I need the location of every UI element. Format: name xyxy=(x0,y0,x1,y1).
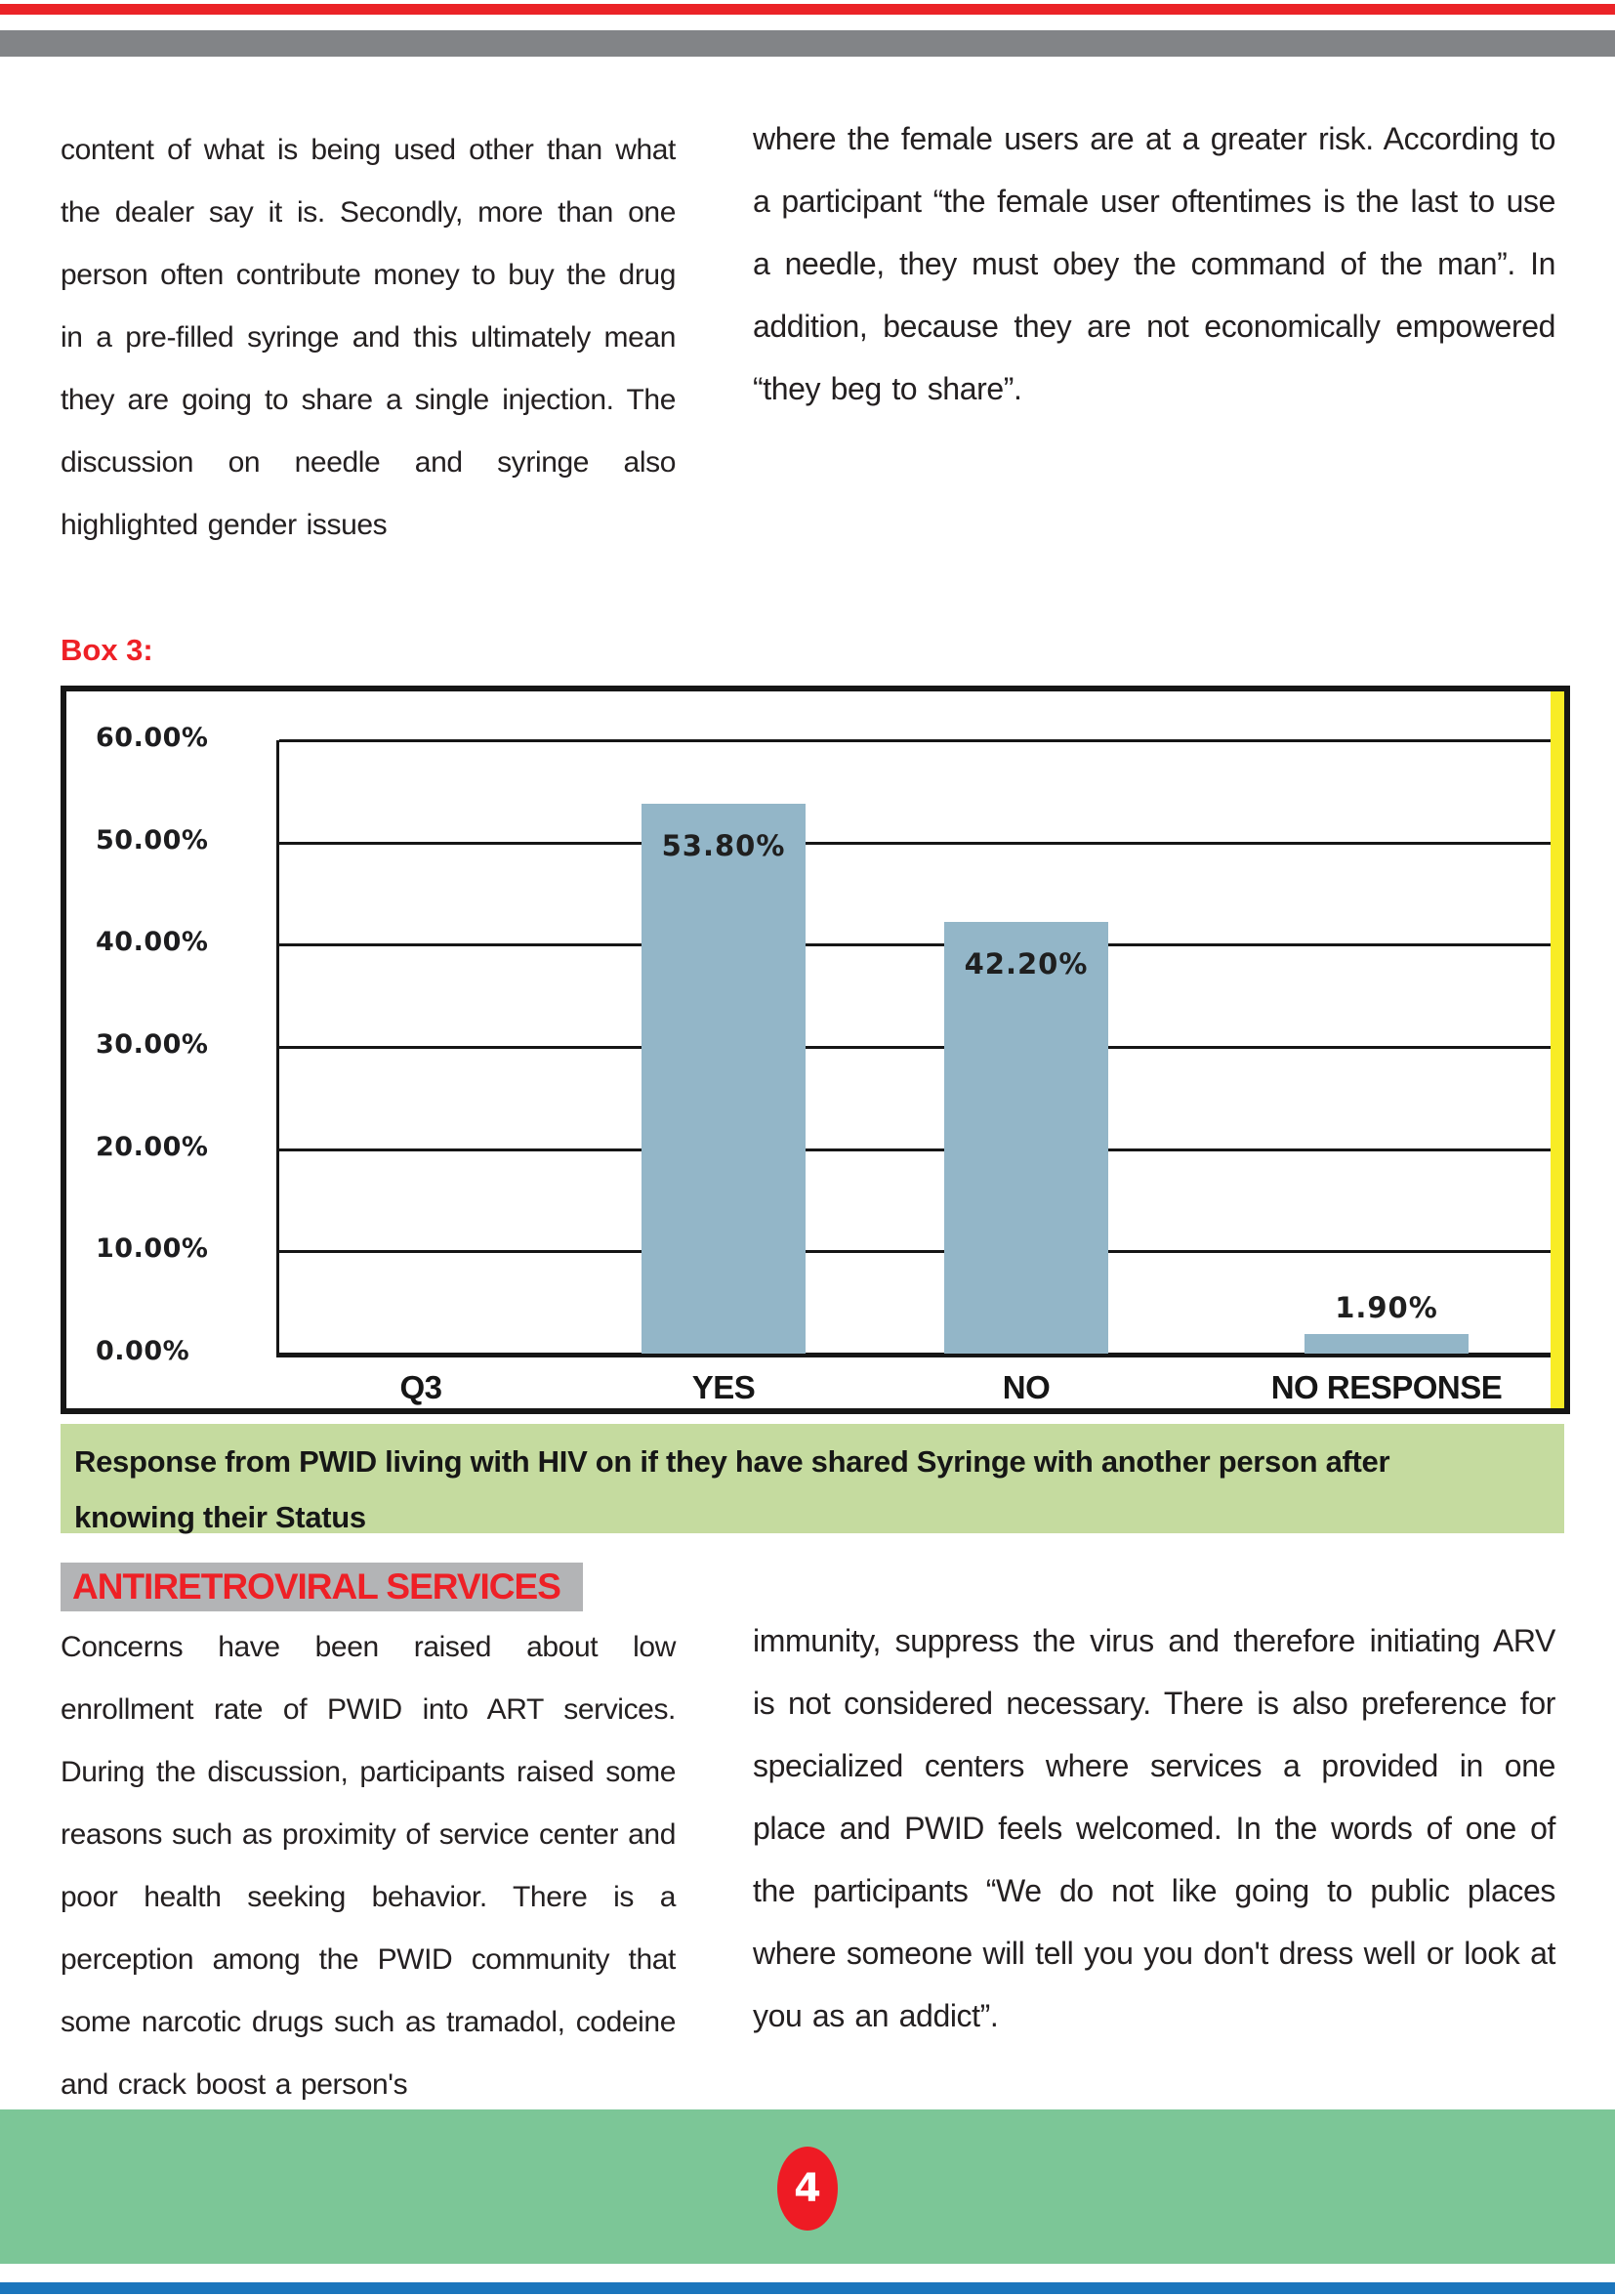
bar-no xyxy=(944,922,1108,1354)
page-number-badge: 4 xyxy=(777,2147,838,2231)
bottom-blue-rule xyxy=(0,2282,1615,2294)
chart-plot-area xyxy=(276,740,1558,1357)
y-axis-tick-label: 0.00% xyxy=(96,1336,190,1366)
y-axis-tick-label: 10.00% xyxy=(96,1233,209,1265)
bar-value-label: 53.80% xyxy=(661,828,786,862)
chart-gridline xyxy=(279,739,1558,742)
chart-gridline xyxy=(279,943,1558,946)
bar-yes xyxy=(642,804,806,1354)
box3-label: Box 3: xyxy=(61,633,153,667)
y-axis-tick-label: 50.00% xyxy=(96,824,209,856)
bar-chart xyxy=(66,691,1564,1408)
chart-caption-text: Response from PWID living with HIV on if they have shared Syringe with another person after knowing their Status xyxy=(74,1444,1390,1534)
chart-gridline xyxy=(279,842,1558,845)
chart-gridline xyxy=(279,1250,1558,1253)
section-heading-antiretroviral-services: ANTIRETROVIRAL SERVICES xyxy=(61,1563,583,1611)
y-axis-tick-label: 40.00% xyxy=(96,927,209,958)
bar-value-label: 42.20% xyxy=(964,947,1089,981)
bar-no-response xyxy=(1304,1334,1469,1354)
body-paragraph-upper-left: content of what is being used other than what the dealer say it is. Secondly, more than one person often contribute money to buy the drug in a pre-filled syringe and this ultimately mean they are going to share a single injection. The discussion on needle and syringe also highlighted gender issues xyxy=(61,134,676,541)
y-axis-tick-label: 30.00% xyxy=(96,1029,209,1060)
y-axis-tick-label: 60.00% xyxy=(96,723,209,753)
bar-chart-frame xyxy=(61,686,1570,1414)
y-axis-tick-label: 20.00% xyxy=(96,1131,209,1162)
x-axis-category-label: NO RESPONSE xyxy=(1270,1369,1503,1405)
x-axis-category-label: YES xyxy=(691,1369,756,1405)
x-axis-category-label: Q3 xyxy=(399,1369,442,1405)
body-paragraph-lower-left: Concerns have been raised about low enrollment rate of PWID into ART services. During the discussion, participants raised some reasons such as proximity of service center and poor health seeking behavior. There is a perception among the PWID community that some narcotic drugs such as tramadol, codeine and crack boost a person's xyxy=(61,1631,676,2101)
body-paragraph-upper-right: where the female users are at a greater risk. According to a participant “the female user oftentimes is the last to use a needle, they must obey the command of the man”. In addition, because they are not economically empowered “they beg to share”. xyxy=(753,121,1555,406)
top-red-rule xyxy=(0,4,1615,15)
bar-value-label: 1.90% xyxy=(1335,1291,1438,1325)
chart-yellow-strip xyxy=(1551,691,1564,1408)
chart-caption-box xyxy=(61,1424,1564,1533)
body-paragraph-lower-right: immunity, suppress the virus and therefore initiating ARV is not considered necessary. There is also preference for specialized centers where services a provided in one place and PWID feels welcomed. In the words of one of the participants “We do not like going to public places where someone will tell you you don't dress well or look at you as an addict”. xyxy=(753,1623,1555,2033)
top-gray-rule xyxy=(0,30,1615,57)
x-axis-category-label: NO xyxy=(1002,1369,1051,1405)
chart-gridline xyxy=(279,1046,1558,1049)
chart-gridline xyxy=(279,1148,1558,1151)
